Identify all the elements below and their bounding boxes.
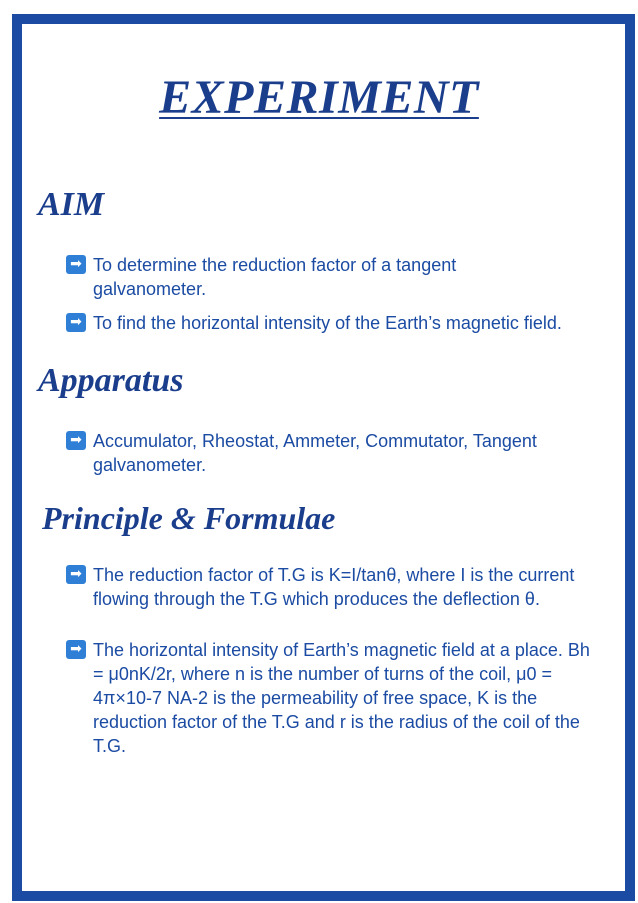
principle-item-2 [66,638,601,758]
aim-item-1-text: To determine the reduction factor of a tangent galvanometer. [93,255,457,299]
right-arrow-icon: ➡ [66,255,86,274]
principle-item-1 [66,563,626,611]
principle-heading: Principle & Formulae [42,500,336,536]
principle-item-2-text: The horizontal intensity of Earth’s magnetic field at a place. Bh = μ0nK/2r, where n is the number of turns of the coil, μ0 = 4π×10-7 NA-2 is the permeability of free space, K is the reduction factor of the T.G and r is the radius of the coil of the T.G. [93,640,590,756]
aim-item-1 [66,253,506,301]
right-arrow-icon: ➡ [66,313,86,332]
aim-heading: AIM [38,186,105,223]
aim-item-2 [66,311,626,335]
apparatus-heading: Apparatus [38,362,184,399]
apparatus-item-1 [66,429,596,477]
right-arrow-icon: ➡ [66,565,86,584]
page-title: EXPERIMENT [159,71,479,124]
right-arrow-icon: ➡ [66,640,86,659]
aim-item-2-text: To find the horizontal intensity of the Earth’s magnetic field. [93,313,562,333]
principle-item-1-text: The reduction factor of T.G is K=I/tanθ, where I is the current flowing through the T.G which produces the deflection θ. [93,565,575,609]
apparatus-item-1-text: Accumulator, Rheostat, Ammeter, Commutator, Tangent galvanometer. [93,431,537,475]
right-arrow-icon: ➡ [66,431,86,450]
